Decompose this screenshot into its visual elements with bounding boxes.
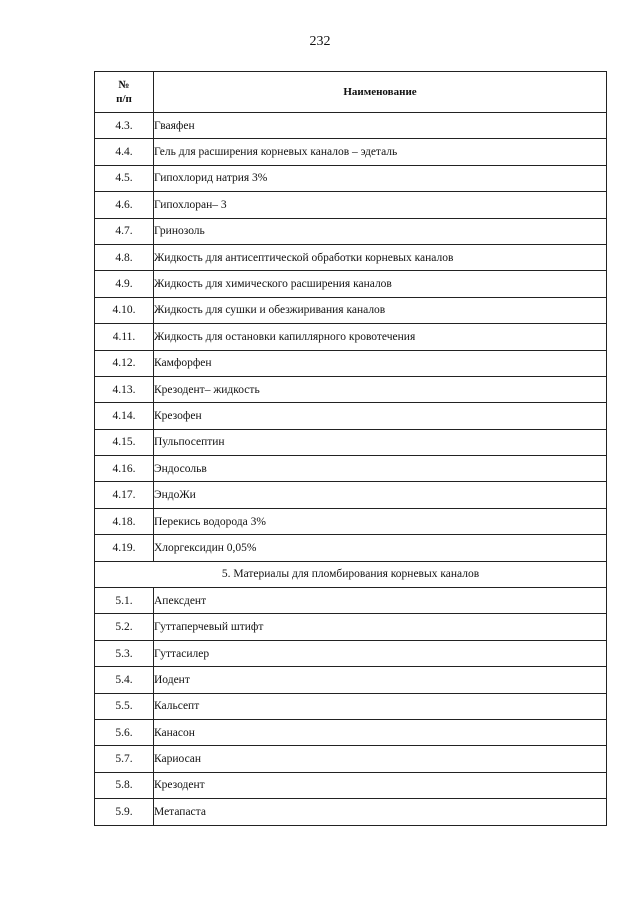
row-number: 4.12. — [95, 350, 154, 376]
row-number: 4.13. — [95, 376, 154, 402]
table-row — [95, 113, 607, 139]
table-row — [95, 482, 607, 508]
row-name: Метапаста — [154, 799, 607, 825]
table-row — [95, 350, 607, 376]
row-name: Жидкость для химического расширения каналов — [154, 271, 607, 297]
row-name: Гель для расширения корневых каналов – эдеталь — [154, 139, 607, 165]
column-header-number-line1: № — [118, 79, 130, 91]
row-number: 4.8. — [95, 244, 154, 270]
table-row — [95, 693, 607, 719]
row-number: 4.10. — [95, 297, 154, 323]
table-row — [95, 271, 607, 297]
row-name: ЭндоЖи — [154, 482, 607, 508]
row-number: 4.4. — [95, 139, 154, 165]
row-number: 5.1. — [95, 588, 154, 614]
table-row — [95, 244, 607, 270]
row-name: Канасон — [154, 719, 607, 745]
row-number: 4.3. — [95, 113, 154, 139]
table-row — [95, 403, 607, 429]
row-number: 4.9. — [95, 271, 154, 297]
row-number: 5.7. — [95, 746, 154, 772]
row-number: 5.9. — [95, 799, 154, 825]
row-name: Кальсепт — [154, 693, 607, 719]
row-number: 4.7. — [95, 218, 154, 244]
table-row — [95, 456, 607, 482]
row-number: 5.6. — [95, 719, 154, 745]
row-name: Эндосольв — [154, 456, 607, 482]
row-name: Гипохлорид натрия 3% — [154, 165, 607, 191]
row-name: Гуттасилер — [154, 640, 607, 666]
row-number: 5.4. — [95, 667, 154, 693]
table-row — [95, 772, 607, 798]
row-number: 4.15. — [95, 429, 154, 455]
table-row — [95, 192, 607, 218]
row-name: Перекись водорода 3% — [154, 508, 607, 534]
page-number: 232 — [309, 34, 331, 49]
materials-table — [94, 71, 607, 826]
table-row — [95, 297, 607, 323]
row-name: Кариосан — [154, 746, 607, 772]
table-row — [95, 588, 607, 614]
row-name: Гваяфен — [154, 113, 607, 139]
row-number: 5.2. — [95, 614, 154, 640]
row-name: Жидкость для антисептической обработки корневых каналов — [154, 244, 607, 270]
row-number: 4.17. — [95, 482, 154, 508]
table-row — [95, 719, 607, 745]
column-header-number-line2: п/п — [116, 93, 132, 105]
table-row — [95, 640, 607, 666]
column-header-name: Наименование — [154, 72, 607, 113]
row-number: 4.6. — [95, 192, 154, 218]
row-name: Хлоргексидин 0,05% — [154, 535, 607, 561]
table-row — [95, 324, 607, 350]
table-row — [95, 139, 607, 165]
row-name: Крезодент– жидкость — [154, 376, 607, 402]
row-number: 4.16. — [95, 456, 154, 482]
table-row — [95, 376, 607, 402]
row-number: 5.5. — [95, 693, 154, 719]
column-header-number — [95, 72, 154, 113]
row-name: Гринозоль — [154, 218, 607, 244]
table-row — [95, 165, 607, 191]
row-number: 4.18. — [95, 508, 154, 534]
row-name: Крезодент — [154, 772, 607, 798]
table-row — [95, 667, 607, 693]
row-name: Гуттаперчевый штифт — [154, 614, 607, 640]
row-number: 5.8. — [95, 772, 154, 798]
row-number: 4.14. — [95, 403, 154, 429]
section-heading: 5. Материалы для пломбирования корневых каналов — [95, 561, 607, 587]
row-name: Жидкость для сушки и обезжиривания каналов — [154, 297, 607, 323]
row-name: Апексдент — [154, 588, 607, 614]
table-row — [95, 535, 607, 561]
table-row — [95, 799, 607, 825]
table-row — [95, 508, 607, 534]
row-name: Гипохлоран– 3 — [154, 192, 607, 218]
row-number: 4.5. — [95, 165, 154, 191]
row-number: 4.19. — [95, 535, 154, 561]
row-name: Крезофен — [154, 403, 607, 429]
table-row — [95, 614, 607, 640]
table-row — [95, 746, 607, 772]
table-row — [95, 218, 607, 244]
row-name: Жидкость для остановки капиллярного кровотечения — [154, 324, 607, 350]
row-name: Иодент — [154, 667, 607, 693]
table-header-row — [95, 72, 607, 113]
row-number: 5.3. — [95, 640, 154, 666]
row-number: 4.11. — [95, 324, 154, 350]
section-row — [95, 561, 607, 587]
table-row — [95, 429, 607, 455]
row-name: Пульпосептин — [154, 429, 607, 455]
row-name: Камфорфен — [154, 350, 607, 376]
